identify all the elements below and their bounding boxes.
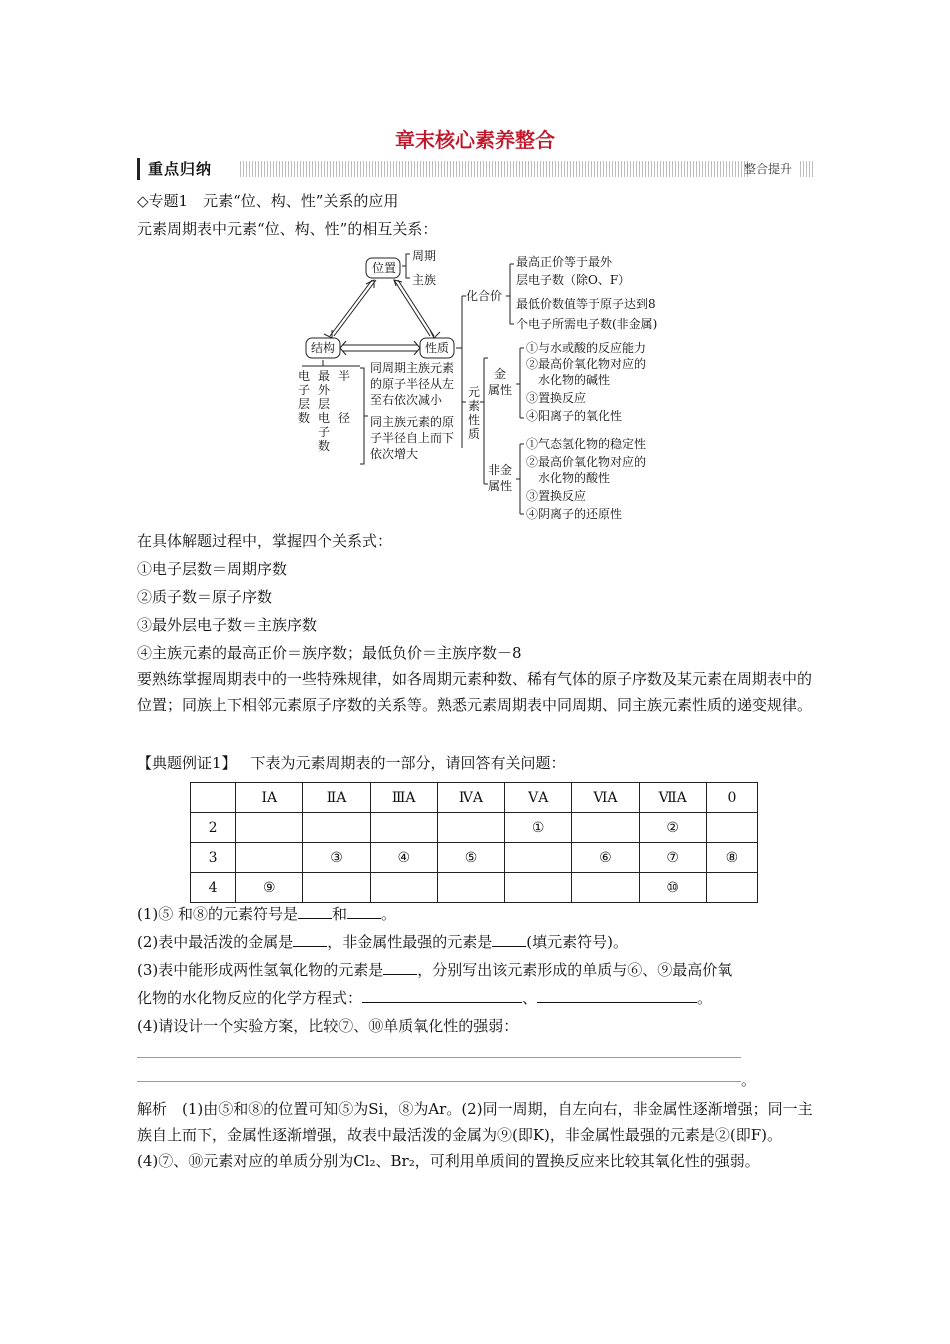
relation-1: ①电子层数＝周期序数 xyxy=(137,560,288,578)
nonmetal-item: ①气态氢化物的稳定性 xyxy=(526,437,647,451)
metal-item: ①与水或酸的反应能力 xyxy=(526,341,647,355)
section-label: 重点归纳 xyxy=(137,158,218,180)
q3-text: 化物的水化物反应的化学方程式： xyxy=(137,989,363,1007)
shell-count-char: 层 xyxy=(298,397,311,411)
outer-e-char: 最 xyxy=(318,369,331,383)
q3-text: 。 xyxy=(697,989,713,1007)
table-cell xyxy=(236,813,303,843)
outer-e-char: 层 xyxy=(318,397,331,411)
table-cell xyxy=(437,873,504,903)
table-cell xyxy=(706,813,757,843)
periodic-table xyxy=(190,782,758,903)
valence-label: 化合价 xyxy=(466,289,503,303)
elem-prop-char: 素 xyxy=(468,399,481,413)
metal-item: ④阳离子的氧化性 xyxy=(526,409,623,423)
question-1 xyxy=(137,904,396,924)
shell-count-char: 子 xyxy=(298,383,311,397)
radius-item: 的原子半径从左 xyxy=(370,377,455,391)
metal-item: ③置换反应 xyxy=(526,391,587,405)
table-cell xyxy=(303,873,370,903)
nonmetal-item: ③置换反应 xyxy=(526,489,587,503)
table-cell xyxy=(370,813,437,843)
q4-end: 。 xyxy=(741,1071,757,1089)
question-3b xyxy=(137,988,712,1008)
radius-item: 子半径自上而下 xyxy=(370,431,455,445)
table-cell xyxy=(437,813,504,843)
valence-item: 最高正价等于最外 xyxy=(516,255,613,269)
example-tag: 【典题例证1】 xyxy=(137,754,237,772)
table-cell xyxy=(370,873,437,903)
elem-prop-char: 性 xyxy=(468,413,481,427)
outer-e-char: 子 xyxy=(318,425,331,439)
table-cell xyxy=(303,813,370,843)
nonmetal-label: 属性 xyxy=(488,479,513,493)
answer-blank[interactable] xyxy=(293,932,327,947)
rule-paragraph: 要熟练掌握周期表中的一些特殊规律，如各周期元素种数、稀有气体的原子序数及某元素在周期表中的位置；同族上下相邻元素原子序数的关系等。熟悉元素周期表中同周期、同主族元素性质的递变规律。 xyxy=(137,670,813,714)
page-title: 章末核心素养整合 xyxy=(395,128,555,152)
table-row xyxy=(191,813,758,843)
table-cell: 3 xyxy=(191,843,236,873)
radius-item: 至右依次减小 xyxy=(370,393,443,407)
example-text: 下表为元素周期表的一部分，请回答有关问题： xyxy=(250,754,566,772)
table-row xyxy=(191,843,758,873)
table-cell: ⑥ xyxy=(572,843,639,873)
table-cell xyxy=(236,843,303,873)
valence-item: 个电子所需电子数(非金属) xyxy=(516,317,658,331)
q3-text: ，分别写出该元素形成的单质与⑥、⑨最高价氧 xyxy=(417,961,733,979)
section-right-label: 整合提升 xyxy=(744,162,793,176)
q3-text: 、 xyxy=(522,989,538,1007)
answer-line[interactable] xyxy=(137,1057,741,1058)
table-cell: ⅦA xyxy=(639,783,706,813)
answer-blank[interactable] xyxy=(347,904,381,919)
radius-char: 半 xyxy=(338,369,351,383)
analysis-paragraph: 解析 (1)由⑤和⑧的位置可知⑤为Si，⑧为Ar。(2)同一周期，自左向右，非金属性逐渐增强；同一主族自上而下，金属性逐渐增强，故表中最活泼的金属为⑨(即K)，非金属性最强的元素是②(即F)。(4)⑦、⑩元素对应的单质分别为Cl₂、Br₂，可利用单质间的置换反应来比较其氧化性的强弱。 xyxy=(137,1100,813,1170)
table-cell: ⑦ xyxy=(639,843,706,873)
q2-text: (填元素符号)。 xyxy=(526,933,628,951)
structure-label: 结构 xyxy=(311,341,336,355)
section-bar-hatch-end xyxy=(800,161,814,177)
answer-blank[interactable] xyxy=(362,988,522,1003)
answer-blank[interactable] xyxy=(492,932,526,947)
valence-item: 层电子数（除O、F） xyxy=(516,273,631,287)
metal-label: 属性 xyxy=(488,383,513,397)
table-cell xyxy=(706,873,757,903)
radius-item: 同主族元素的原 xyxy=(370,415,455,429)
table-cell: 2 xyxy=(191,813,236,843)
table-cell: ⅤA xyxy=(505,783,572,813)
table-cell xyxy=(505,873,572,903)
table-cell xyxy=(505,843,572,873)
valence-item: 最低价数值等于原子达到8 xyxy=(516,297,656,311)
answer-blank[interactable] xyxy=(537,988,697,1003)
table-cell: 4 xyxy=(191,873,236,903)
table-cell: 0 xyxy=(706,783,757,813)
table-cell: ① xyxy=(505,813,572,843)
shell-count-char: 电 xyxy=(298,369,311,383)
table-cell: ⑩ xyxy=(639,873,706,903)
relation-4: ④主族元素的最高正价＝族序数；最低负价＝主族序数－8 xyxy=(137,644,522,662)
radius-char: 径 xyxy=(338,411,351,425)
table-cell: ③ xyxy=(303,843,370,873)
elem-prop-char: 质 xyxy=(468,427,481,441)
relation-2: ②质子数＝原子序数 xyxy=(137,588,273,606)
table-cell: ⅣA xyxy=(437,783,504,813)
metal-item: ②最高价氧化物对应的 xyxy=(526,357,647,371)
table-cell: ⅢA xyxy=(370,783,437,813)
nonmetal-label: 非金 xyxy=(488,463,513,477)
relationship-diagram xyxy=(290,244,690,529)
solve-intro: 在具体解题过程中，掌握四个关系式： xyxy=(137,532,393,550)
outer-e-char: 数 xyxy=(318,439,331,453)
table-row xyxy=(191,873,758,903)
q2-text: ，非金属性最强的元素是 xyxy=(327,933,493,951)
table-cell: ⅥA xyxy=(572,783,639,813)
answer-blank[interactable] xyxy=(298,904,332,919)
table-cell: ⅠA xyxy=(236,783,303,813)
radius-item: 同周期主族元素 xyxy=(370,361,455,375)
q1-text: 。 xyxy=(381,905,397,923)
main-group-label: 主族 xyxy=(412,273,437,287)
nonmetal-item: ②最高价氧化物对应的 xyxy=(526,455,647,469)
shell-count-char: 数 xyxy=(298,411,311,425)
metal-label: 金 xyxy=(494,367,507,381)
question-2 xyxy=(137,932,628,952)
outer-e-char: 电 xyxy=(318,411,331,425)
table-cell: ⑨ xyxy=(236,873,303,903)
property-label: 性质 xyxy=(425,341,450,355)
table-cell: ④ xyxy=(370,843,437,873)
table-cell xyxy=(191,783,236,813)
q1-text: 和 xyxy=(332,905,348,923)
period-label: 周期 xyxy=(412,249,437,263)
question-4: (4)请设计一个实验方案，比较⑦、⑩单质氧化性的强弱： xyxy=(137,1017,519,1035)
outer-e-char: 外 xyxy=(318,383,331,397)
table-cell: ⑤ xyxy=(437,843,504,873)
table-cell: ⑧ xyxy=(706,843,757,873)
q1-text: (1)⑤ 和⑧的元素符号是 xyxy=(137,905,299,923)
table-cell xyxy=(572,813,639,843)
answer-line[interactable] xyxy=(137,1081,741,1082)
section-bar-hatch xyxy=(240,161,750,177)
q2-text: (2)表中最活泼的金属是 xyxy=(137,933,294,951)
metal-item: 水化物的碱性 xyxy=(538,373,611,387)
nonmetal-item: ④阴离子的还原性 xyxy=(526,507,623,521)
nonmetal-item: 水化物的酸性 xyxy=(538,471,611,485)
table-cell: ② xyxy=(639,813,706,843)
table-cell: ⅡA xyxy=(303,783,370,813)
table-cell xyxy=(572,873,639,903)
intro-text: 元素周期表中元素“位、构、性”的相互关系： xyxy=(137,220,438,238)
answer-blank[interactable] xyxy=(383,960,417,975)
q3-text: (3)表中能形成两性氢氧化物的元素是 xyxy=(137,961,384,979)
radius-item: 依次增大 xyxy=(370,447,419,461)
table-header-row xyxy=(191,783,758,813)
elem-prop-char: 元 xyxy=(468,385,481,399)
relation-3: ③最外层电子数＝主族序数 xyxy=(137,616,318,634)
topic-heading: ◇专题1 元素“位、构、性”关系的应用 xyxy=(137,192,399,210)
question-3a xyxy=(137,960,732,980)
example-line xyxy=(137,753,566,773)
position-label: 位置 xyxy=(372,261,397,275)
